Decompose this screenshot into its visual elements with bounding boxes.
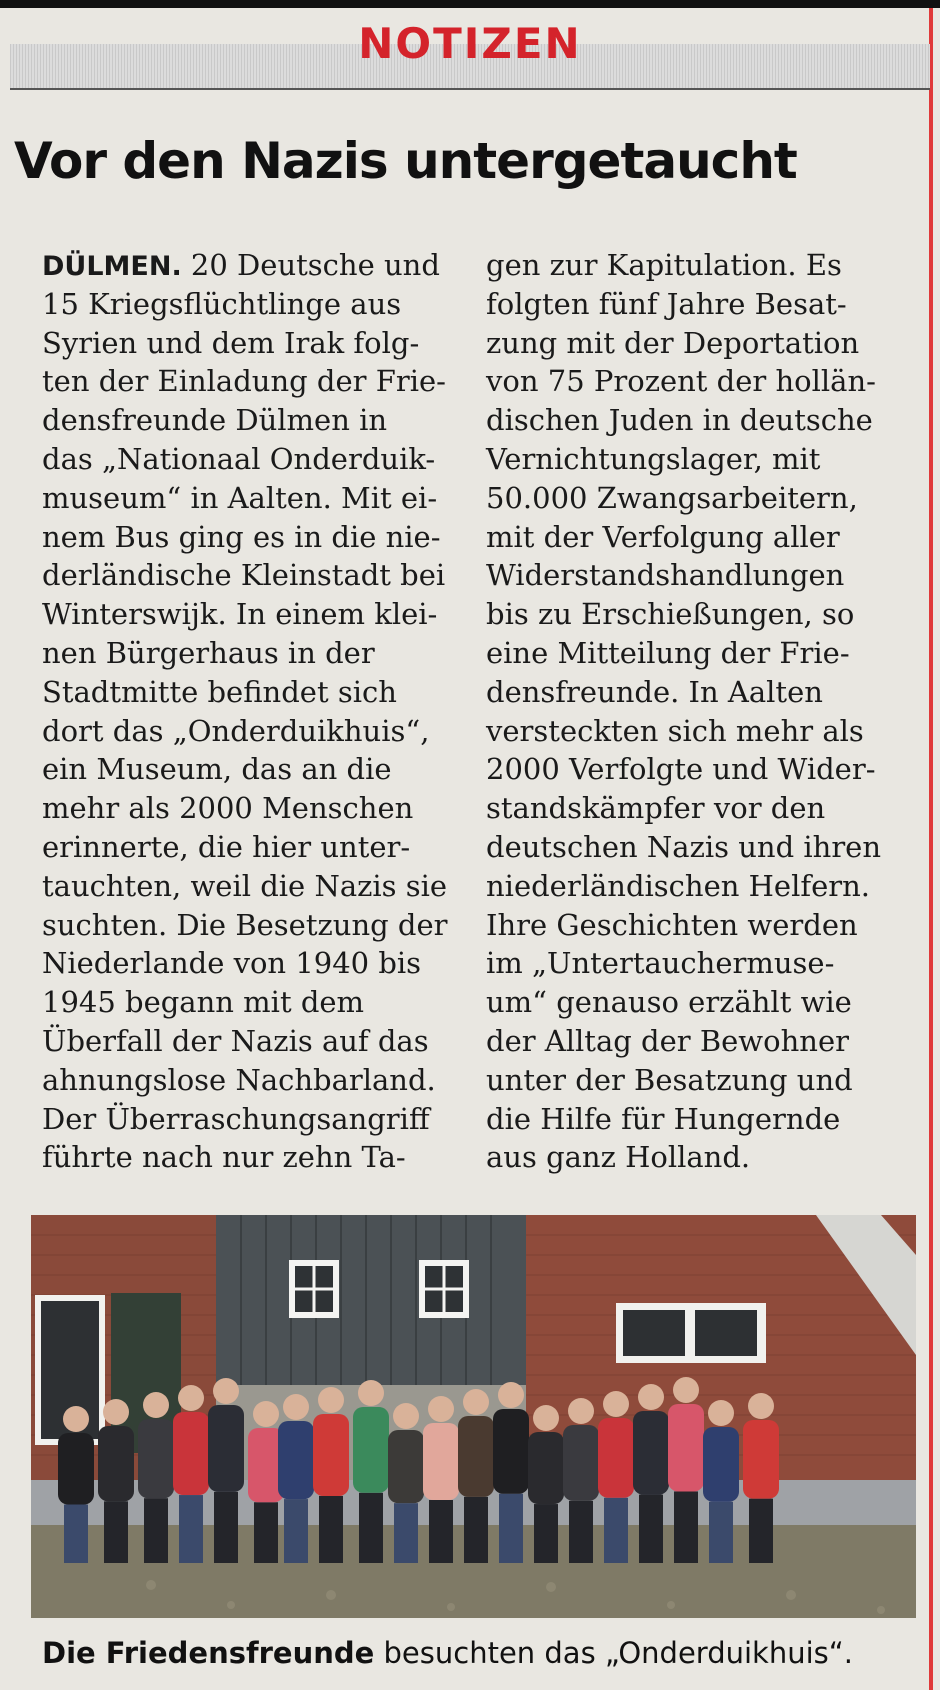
article-line-text: densfreunde Dülmen in — [42, 403, 388, 438]
article-line — [42, 867, 462, 906]
article-line — [42, 362, 462, 401]
article-line — [486, 828, 906, 867]
article-line — [486, 440, 906, 479]
article-line-text: gen zur Kapitulation. Es — [486, 248, 842, 282]
margin-rule — [929, 8, 933, 1690]
article-line — [42, 673, 462, 712]
article-line — [486, 246, 906, 285]
article-line — [486, 401, 906, 440]
article-column-right — [486, 246, 906, 1177]
article-line — [486, 556, 906, 595]
article-line — [42, 556, 462, 595]
article-line-text: zung mit der Deportation — [486, 325, 860, 360]
article-line — [42, 1022, 462, 1061]
article-line — [42, 789, 462, 828]
article-line — [486, 750, 906, 789]
article-line — [486, 479, 906, 518]
article-line-text: standskämpfer vor den — [486, 791, 826, 826]
article-line — [42, 324, 462, 363]
article-line-text: die Hilfe für Hungernde — [486, 1101, 841, 1136]
article-line — [42, 401, 462, 440]
article-line — [486, 362, 906, 401]
article-line-text: Der Überraschungsangriff — [42, 1101, 430, 1136]
article-line-text: eine Mitteilung der Frie- — [486, 635, 850, 670]
article-line-text: niederländischen Helfern. — [486, 868, 871, 903]
article-line — [486, 1138, 906, 1177]
caption-text: besuchten das „Onderduikhuis“. — [374, 1636, 854, 1670]
article-line-text: Ihre Geschichten werden — [486, 907, 858, 942]
photo-caption — [42, 1630, 922, 1676]
article-line-text: 15 Kriegsflüchtlinge aus — [42, 286, 402, 321]
article-line-text: Syrien und dem Irak folg- — [42, 325, 420, 360]
article-line — [486, 983, 906, 1022]
article-line-text: erinnerte, die hier unter- — [42, 829, 411, 864]
article-line — [486, 634, 906, 673]
article-line-text: Überfall der Nazis auf das — [42, 1023, 429, 1058]
caption-strong: Die Friedensfreunde — [42, 1636, 375, 1670]
group-photo — [31, 1215, 916, 1618]
article-line-text: museum“ in Aalten. Mit ei- — [42, 480, 438, 515]
top-border — [0, 0, 940, 8]
article-line-text: Vernichtungslager, mit — [486, 441, 821, 476]
article-line-text: deutschen Nazis und ihren — [486, 829, 882, 864]
article-line-text: das „Nationaal Onderduik- — [42, 441, 436, 476]
article-line-text: von 75 Prozent der hollän- — [486, 364, 876, 399]
article-line — [42, 595, 462, 634]
article-line — [42, 828, 462, 867]
article-line — [42, 1100, 462, 1139]
article-line-text: derländische Kleinstadt bei — [42, 558, 446, 593]
article-line — [486, 867, 906, 906]
article-line-text: versteckten sich mehr als — [486, 713, 864, 748]
article-line — [42, 906, 462, 945]
article-line — [486, 285, 906, 324]
article-line-text: dischen Juden in deutsche — [486, 403, 873, 438]
article-line-text: dort das „Onderduikhuis“, — [42, 713, 430, 748]
article-line-text: mehr als 2000 Menschen — [42, 791, 414, 826]
article-line-text: bis zu Erschießungen, so — [486, 597, 855, 632]
article-line-text: führte nach nur zehn Ta- — [42, 1140, 406, 1175]
article-line — [42, 285, 462, 324]
article-line — [42, 944, 462, 983]
article-line-text: 50.000 Zwangsarbeitern, — [486, 480, 858, 515]
article-line-text: nem Bus ging es in die nie- — [42, 519, 441, 554]
article-line-text: folgten fünf Jahre Besat- — [486, 286, 847, 321]
article-line — [486, 1061, 906, 1100]
article-line-text: um“ genauso erzählt wie — [486, 985, 852, 1020]
article-line-text: densfreunde. In Aalten — [486, 674, 823, 709]
rubric-title: NOTIZEN — [358, 19, 582, 68]
article-line-text: der Alltag der Bewohner — [486, 1023, 849, 1058]
article-line — [486, 1100, 906, 1139]
article-line — [42, 1138, 462, 1177]
article-line-text: nen Bürgerhaus in der — [42, 635, 375, 670]
article-line — [486, 595, 906, 634]
article-line — [42, 246, 462, 285]
article-line-text: 20 Deutsche und — [181, 248, 440, 282]
article-line — [486, 906, 906, 945]
article-line-text: ten der Einladung der Frie- — [42, 364, 446, 399]
article-line-text: Stadtmitte befindet sich — [42, 674, 397, 709]
article-line-text: mit der Verfolgung aller — [486, 519, 840, 554]
article-line — [486, 673, 906, 712]
article-line-text: ein Museum, das an die — [42, 752, 392, 787]
article-line — [42, 440, 462, 479]
article-line — [42, 983, 462, 1022]
article-line-text: ahnungslose Nachbarland. — [42, 1062, 436, 1097]
article-line — [42, 712, 462, 751]
article-line-text: suchten. Die Besetzung der — [42, 907, 448, 942]
article-line — [486, 1022, 906, 1061]
article-line — [42, 750, 462, 789]
article-line — [486, 789, 906, 828]
article-headline: Vor den Nazis untergetaucht — [14, 132, 797, 190]
article-line-text: unter der Besatzung und — [486, 1062, 853, 1097]
article-line — [486, 944, 906, 983]
article-line — [42, 634, 462, 673]
article-line-text: 2000 Verfolgte und Wider- — [486, 752, 876, 787]
article-line-text: im „Untertauchermuse- — [486, 946, 835, 981]
article-line-text: aus ganz Holland. — [486, 1140, 751, 1175]
dateline: DÜLMEN. — [42, 251, 182, 282]
article-line-text: 1945 begann mit dem — [42, 985, 365, 1020]
article-line-text: Winterswijk. In einem klei- — [42, 597, 438, 632]
article-line — [42, 479, 462, 518]
article-line-text: Widerstandshandlungen — [486, 558, 845, 593]
article-line — [486, 518, 906, 557]
article-line — [486, 712, 906, 751]
article-line — [486, 324, 906, 363]
article-line-text: Niederlande von 1940 bis — [42, 946, 422, 981]
article-column-left — [42, 246, 462, 1177]
article-line — [42, 1061, 462, 1100]
article-line — [42, 518, 462, 557]
article-line-text: tauchten, weil die Nazis sie — [42, 868, 448, 903]
